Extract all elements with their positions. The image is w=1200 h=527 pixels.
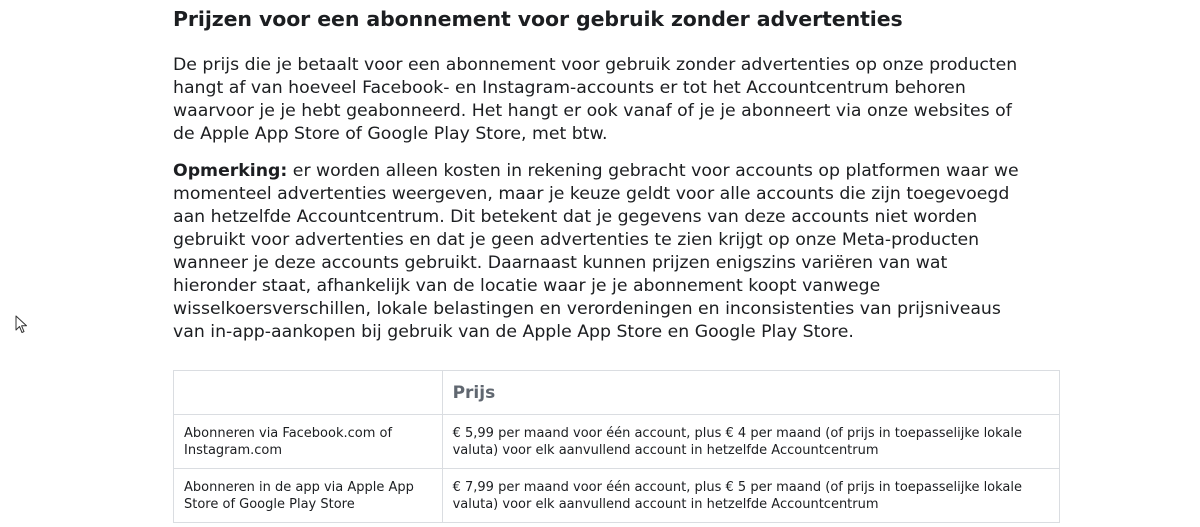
paragraph-line: hangt af van hoeveel Facebook- en Instagram-accounts er tot het Accountcentrum behoren [173,78,966,98]
article-content [173,6,1063,344]
price-cell [442,469,1059,523]
price-cell [442,415,1059,469]
paragraph-line: momenteel advertenties weergeven, maar je keuze geldt voor alle accounts die zijn toegevoegd [173,184,1010,204]
table-header-row [174,371,1060,415]
table-row [174,469,1060,523]
pricing-table [173,370,1060,523]
paragraph-line: aan hetzelfde Accountcentrum. Dit betekent dat je gegevens van deze accounts niet worden [173,207,978,227]
paragraph-line: van in-app-aankopen bij gebruik van de Apple App Store en Google Play Store. [173,322,854,342]
subscription-method-cell [174,415,443,469]
note-first-line-text: er worden alleen kosten in rekening gebracht voor accounts op platformen waar we [287,161,1019,181]
cell-line: € 5,99 per maand voor één account, plus € 4 per maand (of prijs in toepasselijke lokale [452,425,1023,441]
paragraph-line: hieronder staat, afhankelijk van de locatie waar je je abonnement koopt vanwege [173,276,881,296]
page-title: Prijzen voor een abonnement voor gebruik zonder advertenties [173,7,903,31]
cell-line: Abonneren via Facebook.com of [184,425,393,441]
paragraph-line: waarvoor je je hebt geabonneerd. Het hangt er ook vanaf of je je abonneert via onze websites of [173,101,1012,121]
cell-line: € 7,99 per maand voor één account, plus € 5 per maand (of prijs in toepasselijke lokale [452,479,1023,495]
mouse-pointer-icon [15,315,29,335]
paragraph-line: wisselkoersverschillen, lokale belastingen en verordeningen en inconsistenties van prijsniveaus [173,299,1001,319]
cell-line: valuta) voor elk aanvullend account in hetzelfde Accountcentrum [452,496,879,512]
paragraph-line: De prijs die je betaalt voor een abonnement voor gebruik zonder advertenties op onze producten [173,55,1018,75]
paragraph-line: de Apple App Store of Google Play Store, met btw. [173,124,608,144]
cell-line: Instagram.com [184,442,283,458]
paragraph-line [173,160,1063,183]
note-paragraph [173,160,1063,344]
paragraph-line: wanneer je deze accounts gebruikt. Daarnaast kunnen prijzen enigszins variëren van wat [173,253,948,273]
cell-line: Abonneren in de app via Apple App [184,479,414,495]
table-header-price: Prijs [442,371,1059,415]
cell-line: Store of Google Play Store [184,496,355,512]
table-row [174,415,1060,469]
subscription-method-cell [174,469,443,523]
cell-line: valuta) voor elk aanvullend account in hetzelfde Accountcentrum [452,442,879,458]
pricing-description-paragraph [173,54,1063,146]
table-header-empty-cell [174,371,443,415]
note-label: Opmerking: [173,161,288,181]
paragraph-line: gebruikt voor advertenties en dat je geen advertenties te zien krijgt op onze Meta-producten [173,230,980,250]
